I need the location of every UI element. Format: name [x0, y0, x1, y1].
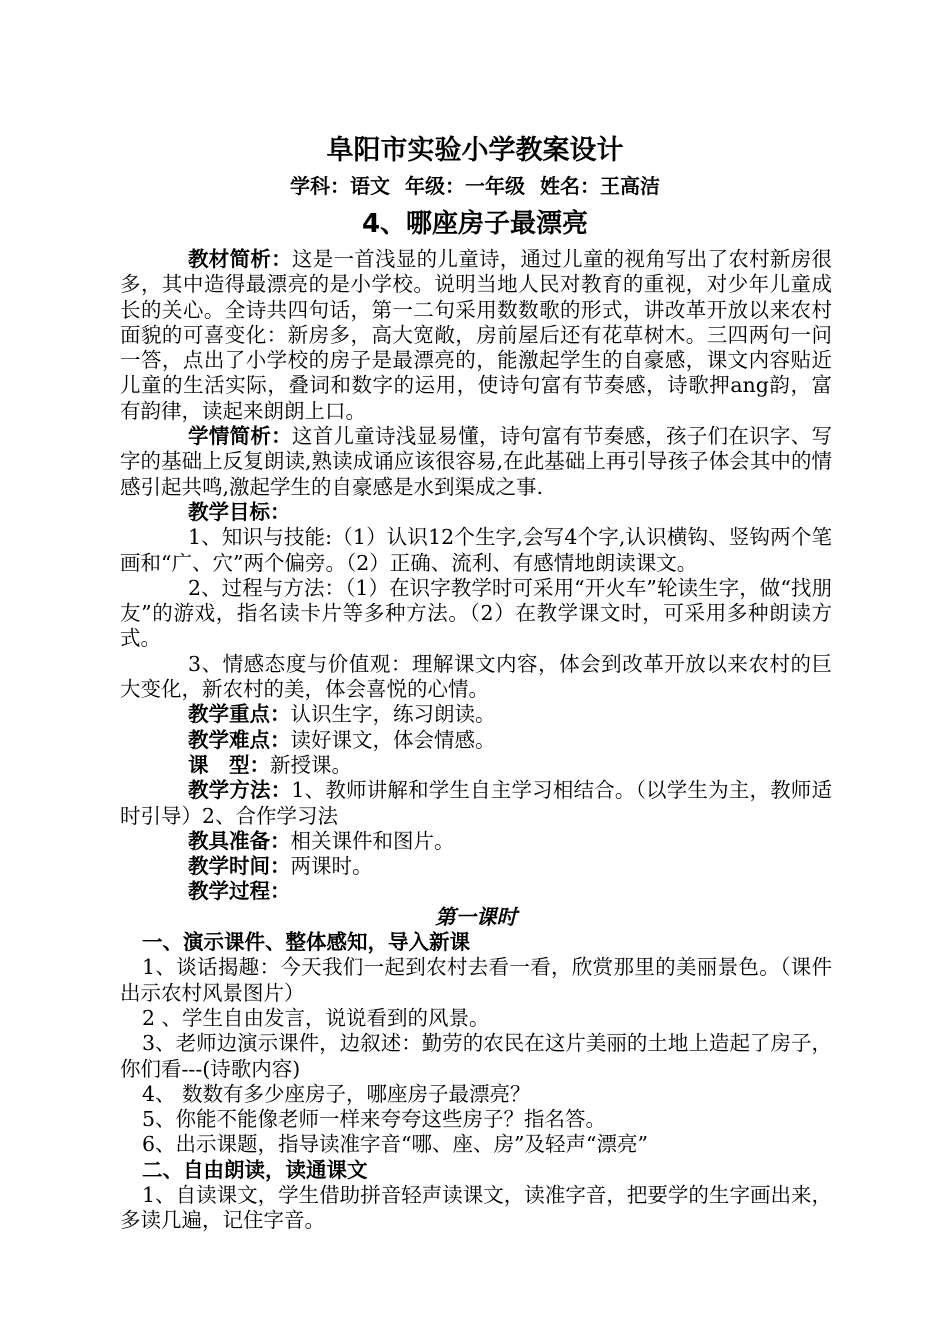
student-label: 学情简析：	[188, 424, 292, 449]
key-points: 教学重点：认识生字，练习朗读。	[188, 702, 496, 727]
material-paragraph	[120, 247, 832, 424]
teaching-method: 教学方法：1、教师讲解和学生自主学习相结合。（以学生为主，教师适时引导）2、合作学习法	[120, 778, 832, 828]
part2-heading: 二、自由朗读，读通课文	[142, 1157, 368, 1182]
part1-item-6: 6、出示课题，指导读准字音“哪、座、房”及轻声“漂亮”	[142, 1132, 648, 1157]
material-text: 这是一首浅显的儿童诗，通过儿童的视角写出了农村新房很多，其中造得最漂亮的是小学校。说明当地人民对教育的重视，对少年儿童成长的关心。全诗共四句话，第一二句采用数数歌的形式，讲改革开放以来农村面貌的可喜变化：新房多，高大宽敞，房前屋后还有花草树木。三四两句一问一答，点出了小学校的房子是最漂亮的，能激起学生的自豪感，课文内容贴近儿童的生活实际，叠词和数字的运用，使诗句富有节奏感，诗歌押ang韵，富有韵律，读起来朗朗上口。	[120, 247, 833, 423]
subject-label: 学科：语文	[290, 174, 391, 198]
goal-3: 3、情感态度与价值观：理解课文内容，体会到改革开放以来农村的巨大变化，新农村的美，体会喜悦的心情。	[120, 651, 832, 702]
part1-item-3: 3、老师边演示课件，边叙述：勤劳的农民在这片美丽的土地上造起了房子，你们看---(诗歌内容)	[120, 1031, 832, 1081]
difficulties: 教学难点：读好课文，体会情感。	[188, 727, 496, 752]
goal-1: 1、知识与技能:（1）认识12个生字,会写4个字,认识横钩、竖钩两个笔画和“广、穴”两个偏旁。（2）正确、流利、有感情地朗读课文。	[120, 525, 832, 575]
part1-item-4: 4、 数数有多少座房子，哪座房子最漂亮？	[142, 1081, 531, 1106]
teacher-name: 姓名：王高洁	[539, 174, 660, 198]
part2-item-1: 1、自读课文，学生借助拼音轻声读课文，读准字音，把要学的生字画出来，多读几遍，记住字音。	[120, 1182, 832, 1233]
process-heading: 教学过程：	[188, 879, 291, 904]
teaching-tools: 教具准备：相关课件和图片。	[188, 828, 455, 853]
goals-heading: 教学目标：	[188, 499, 291, 524]
goal-2: 2、过程与方法：（1）在识字教学时可采用“开火车”轮读生字，做“找朋友”的游戏，指名读卡片等多种方法。（2）在教学课文时，可采用多种朗读方式。	[120, 575, 832, 651]
first-class-heading: 第一课时	[435, 904, 517, 929]
part1-item-1: 1、谈话揭趣：今天我们一起到农村去看一看，欣赏那里的美丽景色。（课件出示农村风景图片）	[120, 955, 832, 1005]
lesson-type: 课 型：新授课。	[188, 752, 352, 777]
material-label: 教材简析：	[188, 247, 292, 271]
meta-line	[0, 172, 950, 200]
part1-item-5: 5、你能不能像老师一样来夸夸这些房子？指名答。	[142, 1107, 607, 1132]
lesson-body	[120, 247, 832, 1234]
lesson-title: 4、哪座房子最漂亮	[361, 209, 589, 239]
student-paragraph	[120, 424, 832, 500]
part1-heading: 一、演示课件、整体感知，导入新课	[142, 930, 470, 955]
teaching-time: 教学时间：两课时。	[188, 854, 373, 879]
page-title: 阜阳市实验小学教案设计	[326, 135, 624, 166]
student-text: 这首儿童诗浅显易懂，诗句富有节奏感，孩子们在识字、写字的基础上反复朗读,熟读成诵应该很容易,在此基础上再引导孩子体会其中的情感引起共鸣,激起学生的自豪感是水到渠成之事.	[120, 424, 833, 499]
part1-item-2: 2 、学生自由发言，说说看到的风景。	[142, 1005, 490, 1030]
grade-label: 年级：一年级	[405, 174, 525, 198]
